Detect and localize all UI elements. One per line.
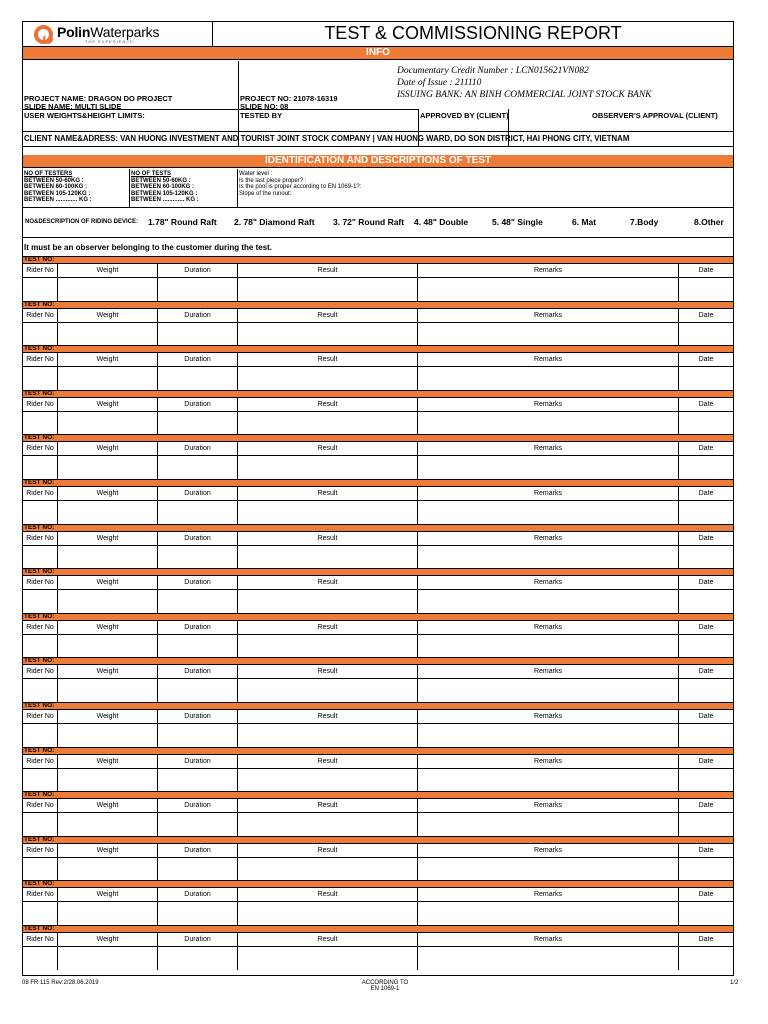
cell-duration[interactable] [158,679,238,702]
test-header-row [23,888,733,902]
cell-weight[interactable] [58,501,158,524]
column-header-duration: Duration [158,264,238,277]
cell-rider-no[interactable] [23,902,58,925]
cell-date[interactable] [679,724,733,747]
observer-note: It must be an observer belonging to the customer during the test. [24,243,273,252]
test-data-row [23,546,733,569]
test-data-row [23,412,733,435]
cell-rider-no[interactable] [23,724,58,747]
cell-rider-no[interactable] [23,278,58,301]
cell-weight[interactable] [58,724,158,747]
cell-duration[interactable] [158,769,238,792]
test-block [23,256,733,301]
test-data-row [23,679,733,702]
weights-limits: USER WEIGHTS&HEIGHT LIMITS: [24,111,145,120]
column-header-weight: Weight [58,398,158,411]
column-header-remarks: Remarks [418,353,679,366]
test-block [23,657,733,702]
column-header-duration: Duration [158,309,238,322]
column-header-rider-no: Rider No [23,398,58,411]
cell-date[interactable] [679,278,733,301]
test-block [23,568,733,613]
column-header-remarks: Remarks [418,264,679,277]
cell-remarks[interactable] [418,858,679,881]
cell-result[interactable] [238,902,418,925]
column-header-remarks: Remarks [418,309,679,322]
test-block [23,301,733,346]
info-band: INFO [23,47,733,60]
test-data-row [23,590,733,613]
column-header-date: Date [698,489,714,497]
approved-by: APPROVED BY (CLIENT) [420,111,509,120]
cell-weight[interactable] [58,590,158,613]
cell-remarks[interactable] [418,769,679,792]
cell-remarks[interactable] [418,367,679,390]
cell-duration[interactable] [158,278,238,301]
column-header-rider-no: Rider No [23,532,58,545]
device-option: 1.78" Round Raft [148,217,217,227]
device-option: 8.Other [694,217,724,227]
cell-rider-no[interactable] [23,769,58,792]
cell-duration[interactable] [158,323,238,346]
column-header-weight: Weight [58,353,158,366]
test-header-row [23,398,733,412]
cell-duration[interactable] [158,456,238,479]
test-no-label: TEST NO: [23,702,733,710]
column-header-weight: Weight [58,621,158,634]
cell-rider-no[interactable] [23,456,58,479]
test-no-label: TEST NO: [23,390,733,398]
column-header-rider-no: Rider No [23,710,58,723]
cell-weight[interactable] [58,902,158,925]
column-header-result: Result [238,710,418,723]
cell-weight[interactable] [58,679,158,702]
cell-rider-no[interactable] [23,635,58,658]
column-header-duration: Duration [158,933,238,946]
column-header-duration: Duration [158,710,238,723]
cell-rider-no[interactable] [23,367,58,390]
cell-rider-no[interactable] [23,947,58,970]
test-header-row [23,665,733,679]
cell-date[interactable] [679,902,733,925]
project-name: PROJECT NAME: DRAGON DO PROJECT [24,94,173,103]
test-header-row [23,353,733,367]
report-header [23,22,733,47]
cell-duration[interactable] [158,590,238,613]
test-data-row [23,323,733,346]
column-header-weight: Weight [58,888,158,901]
cell-duration[interactable] [158,635,238,658]
slide-no: SLIDE NO: 08 [240,102,289,111]
column-header-rider-no: Rider No [23,755,58,768]
logo-tagline: THE EXPERIENCE [85,39,134,44]
column-header-remarks: Remarks [418,710,679,723]
test-header-row [23,532,733,546]
column-header-date: Date [698,623,714,631]
column-header-rider-no: Rider No [23,888,58,901]
test-block [23,524,733,569]
column-header-date: Date [698,846,714,854]
cell-result[interactable] [238,323,418,346]
cell-result[interactable] [238,635,418,658]
device-option: 6. Mat [572,217,597,227]
column-header-date: Date [698,579,714,587]
column-header-result: Result [238,933,418,946]
cell-weight[interactable] [58,456,158,479]
cell-date[interactable] [679,858,733,881]
column-header-result: Result [238,755,418,768]
column-header-weight: Weight [58,264,158,277]
column-header-remarks: Remarks [418,933,679,946]
test-block [23,836,733,881]
test-block [23,925,733,970]
test-data-row [23,635,733,658]
info-section [23,61,733,147]
slide-name: SLIDE NAME: MULTI SLIDE [24,102,122,111]
column-header-rider-no: Rider No [23,264,58,277]
column-header-duration: Duration [158,353,238,366]
column-header-remarks: Remarks [418,442,679,455]
column-header-duration: Duration [158,755,238,768]
cell-remarks[interactable] [418,679,679,702]
column-header-rider-no: Rider No [23,933,58,946]
test-header-row [23,799,733,813]
column-header-result: Result [238,398,418,411]
test-data-row [23,813,733,836]
column-header-result: Result [238,844,418,857]
cell-weight[interactable] [58,635,158,658]
cell-rider-no[interactable] [23,679,58,702]
test-no-label: TEST NO: [23,613,733,621]
cell-weight[interactable] [58,947,158,970]
column-header-rider-no: Rider No [23,844,58,857]
column-header-weight: Weight [58,755,158,768]
test-data-row [23,278,733,301]
test-no-label: TEST NO: [23,479,733,487]
cell-date[interactable] [679,947,733,970]
column-header-rider-no: Rider No [23,309,58,322]
cell-weight[interactable] [58,367,158,390]
cell-result[interactable] [238,501,418,524]
column-header-remarks: Remarks [418,398,679,411]
cell-result[interactable] [238,367,418,390]
credit-info [397,65,652,101]
column-header-duration: Duration [158,576,238,589]
cell-rider-no[interactable] [23,412,58,435]
test-no-label: TEST NO: [23,345,733,353]
cell-date[interactable] [679,501,733,524]
column-header-remarks: Remarks [418,888,679,901]
form-code: 08 FR 115 Rev:2/28.06.2019 [22,980,99,986]
cell-duration[interactable] [158,902,238,925]
cell-remarks[interactable] [418,323,679,346]
cell-date[interactable] [679,323,733,346]
cell-duration[interactable] [158,813,238,836]
cell-remarks[interactable] [418,501,679,524]
cell-date[interactable] [679,456,733,479]
test-block [23,747,733,792]
column-header-duration: Duration [158,799,238,812]
column-header-date: Date [698,400,714,408]
test-block [23,880,733,925]
column-header-rider-no: Rider No [23,487,58,500]
cell-date[interactable] [679,813,733,836]
test-header-row [23,264,733,278]
column-header-duration: Duration [158,442,238,455]
column-header-weight: Weight [58,933,158,946]
device-option: 3. 72" Round Raft [333,217,405,227]
logo [23,22,213,46]
column-header-rider-no: Rider No [23,576,58,589]
according-to: ACCORDING TO EN 1069-1 [361,980,409,992]
test-no-label: TEST NO: [23,925,733,933]
column-header-duration: Duration [158,665,238,678]
riding-device-label: NO&DESCRIPTION OF RIDING DEVICE: [25,219,139,225]
cell-duration[interactable] [158,858,238,881]
column-header-weight: Weight [58,844,158,857]
project-no: PROJECT NO: 21078-16319 [240,94,338,103]
column-header-date: Date [698,668,714,676]
test-block [23,345,733,390]
column-header-remarks: Remarks [418,665,679,678]
column-header-result: Result [238,487,418,500]
cell-result[interactable] [238,769,418,792]
report-page [22,21,734,976]
column-header-remarks: Remarks [418,844,679,857]
column-header-date: Date [698,712,714,720]
cell-result[interactable] [238,546,418,569]
cell-rider-no[interactable] [23,501,58,524]
cell-weight[interactable] [58,813,158,836]
test-header-row [23,844,733,858]
identification-band: IDENTIFICATION AND DESCRIPTIONS OF TEST [23,155,733,168]
cell-date[interactable] [679,412,733,435]
cell-result[interactable] [238,456,418,479]
test-no-label: TEST NO: [23,747,733,755]
column-header-remarks: Remarks [418,799,679,812]
column-header-weight: Weight [58,309,158,322]
cell-remarks[interactable] [418,590,679,613]
test-no-label: TEST NO: [23,524,733,532]
cell-result[interactable] [238,412,418,435]
cell-weight[interactable] [58,323,158,346]
device-option: 7.Body [630,217,659,227]
test-data-row [23,456,733,479]
cell-duration[interactable] [158,367,238,390]
cell-result[interactable] [238,679,418,702]
test-header-row [23,933,733,947]
test-header-row [23,487,733,501]
cell-result[interactable] [238,813,418,836]
cell-date[interactable] [679,769,733,792]
tests-column: NO OF TESTS BETWEEN 50-60KG : BETWEEN 60-100KG : BETWEEN 105-120KG : BETWEEN ............. KG : [131,171,199,203]
cell-date[interactable] [679,635,733,658]
date-of-issue: Date of Issue : 211110 [397,78,482,88]
column-header-remarks: Remarks [418,576,679,589]
test-header-row [23,710,733,724]
device-option: 2. 78" Diamond Raft [234,217,315,227]
column-header-rider-no: Rider No [23,665,58,678]
test-no-label: TEST NO: [23,657,733,665]
cell-weight[interactable] [58,769,158,792]
column-header-date: Date [698,935,714,943]
observer-approval: OBSERVER'S APPROVAL (CLIENT) [592,111,718,120]
device-option: 4. 48" Double [414,217,469,227]
column-header-duration: Duration [158,888,238,901]
column-header-duration: Duration [158,532,238,545]
column-header-weight: Weight [58,665,158,678]
cell-duration[interactable] [158,546,238,569]
test-blocks [23,256,733,970]
column-header-result: Result [238,621,418,634]
cell-result[interactable] [238,590,418,613]
column-header-remarks: Remarks [418,487,679,500]
column-header-rider-no: Rider No [23,353,58,366]
test-data-row [23,947,733,970]
test-no-label: TEST NO: [23,880,733,888]
cell-weight[interactable] [58,546,158,569]
page-number: 1/2 [730,980,739,986]
cell-date[interactable] [679,590,733,613]
cell-date[interactable] [679,679,733,702]
test-data-row [23,501,733,524]
device-option: 5. 48" Single [492,217,543,227]
cell-duration[interactable] [158,724,238,747]
column-header-result: Result [238,532,418,545]
cell-date[interactable] [679,546,733,569]
column-header-result: Result [238,665,418,678]
column-header-date: Date [698,267,714,274]
column-header-date: Date [698,445,714,453]
test-block [23,390,733,435]
column-header-result: Result [238,888,418,901]
cell-duration[interactable] [158,947,238,970]
column-header-date: Date [698,891,714,899]
column-header-rider-no: Rider No [23,799,58,812]
cell-result[interactable] [238,724,418,747]
column-header-result: Result [238,799,418,812]
polin-logo-icon [34,25,53,44]
test-data-row [23,769,733,792]
test-header-row [23,755,733,769]
cell-result[interactable] [238,278,418,301]
test-block [23,479,733,524]
credit-number: Documentary Credit Number : LCN015621VN082 [397,66,589,76]
test-header-row [23,309,733,323]
cell-remarks[interactable] [418,635,679,658]
cell-remarks[interactable] [418,546,679,569]
cell-weight[interactable] [58,278,158,301]
column-header-date: Date [698,534,714,542]
column-header-result: Result [238,264,418,277]
cell-remarks[interactable] [418,278,679,301]
column-header-weight: Weight [58,487,158,500]
cell-rider-no[interactable] [23,858,58,881]
riding-device-section [23,208,733,238]
cell-weight[interactable] [58,412,158,435]
column-header-remarks: Remarks [418,621,679,634]
column-header-date: Date [698,356,714,364]
column-header-date: Date [698,757,714,765]
column-header-weight: Weight [58,532,158,545]
cell-rider-no[interactable] [23,546,58,569]
column-header-weight: Weight [58,576,158,589]
column-header-remarks: Remarks [418,532,679,545]
column-header-duration: Duration [158,487,238,500]
column-header-rider-no: Rider No [23,442,58,455]
test-block [23,434,733,479]
test-header-row [23,576,733,590]
column-header-date: Date [698,802,714,810]
test-block [23,791,733,836]
water-column: Water level : Is the last piece proper? : Is the pool is proper according to EN 1069-1?: Slope of the runout: [239,171,362,197]
cell-duration[interactable] [158,412,238,435]
test-header-row [23,442,733,456]
test-block [23,702,733,747]
cell-remarks[interactable] [418,456,679,479]
column-header-date: Date [698,311,714,319]
logo-wordmark: PolinWaterparks [57,24,160,40]
cell-date[interactable] [679,367,733,390]
test-block [23,613,733,658]
cell-result[interactable] [238,858,418,881]
column-header-result: Result [238,353,418,366]
test-data-row [23,858,733,881]
test-data-row [23,724,733,747]
page-title: TEST & COMMISSIONING REPORT [324,23,622,43]
test-data-row [23,367,733,390]
column-header-weight: Weight [58,710,158,723]
cell-result[interactable] [238,947,418,970]
column-header-duration: Duration [158,398,238,411]
cell-rider-no[interactable] [23,590,58,613]
column-header-weight: Weight [58,799,158,812]
tested-by: TESTED BY [240,111,283,120]
cell-remarks[interactable] [418,724,679,747]
test-no-label: TEST NO: [23,301,733,309]
cell-rider-no[interactable] [23,323,58,346]
column-header-weight: Weight [58,442,158,455]
test-no-label: TEST NO: [23,568,733,576]
column-header-duration: Duration [158,844,238,857]
column-header-result: Result [238,442,418,455]
cell-rider-no[interactable] [23,813,58,836]
test-no-label: TEST NO: [23,434,733,442]
client-name: CLIENT NAME&ADRESS: VAN HUONG INVESTMENT AND TOURIST JOINT STOCK COMPANY | VAN HUONG WARD, DO SON DISTRICT, HAI PHONG CITY, VIETNAM [24,134,630,143]
column-header-result: Result [238,576,418,589]
issuing-bank: ISSUING BANK: AN BINH COMMERCIAL JOINT STOCK BANK [397,90,652,100]
cell-remarks[interactable] [418,813,679,836]
column-header-remarks: Remarks [418,755,679,768]
test-header-row [23,621,733,635]
test-data-row [23,902,733,925]
cell-remarks[interactable] [418,902,679,925]
column-header-rider-no: Rider No [23,621,58,634]
cell-remarks[interactable] [418,947,679,970]
identification-section [23,169,733,208]
cell-duration[interactable] [158,501,238,524]
testers-column: NO OF TESTERS BETWEEN 50-60KG : BETWEEN 60-100KG : BETWEEN 105-120KG : BETWEEN ............. KG : [24,171,92,203]
cell-weight[interactable] [58,858,158,881]
test-no-label: TEST NO: [23,791,733,799]
column-header-result: Result [238,309,418,322]
cell-remarks[interactable] [418,412,679,435]
test-no-label: TEST NO: [23,836,733,844]
column-header-duration: Duration [158,621,238,634]
test-no-label: TEST NO: [23,256,733,264]
